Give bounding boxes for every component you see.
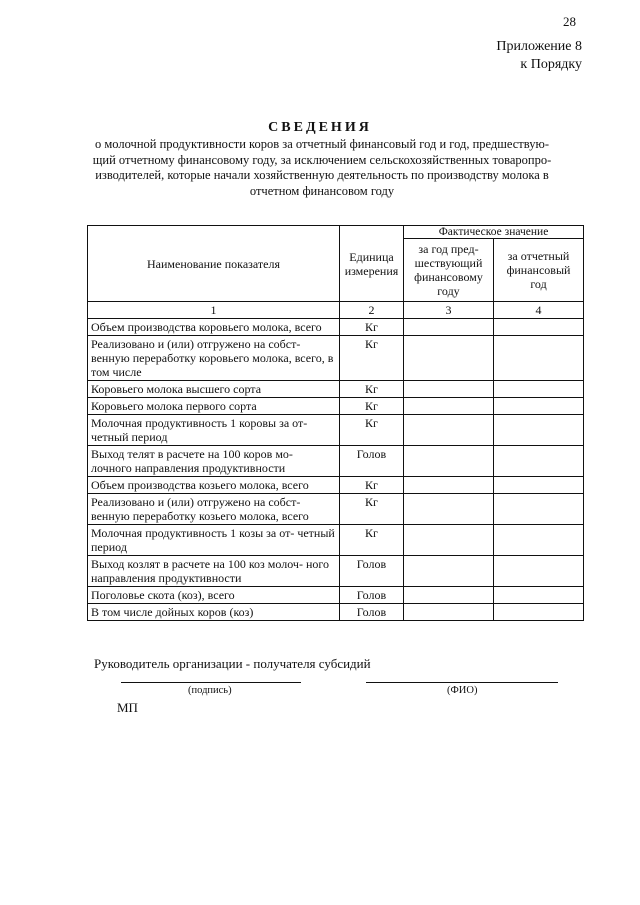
indicator-name: Реализовано и (или) отгружено на собст- венную переработку козьего молока, всего: [88, 494, 340, 525]
unit-cell: Кг: [340, 415, 404, 446]
reporting-year-value: [494, 494, 584, 525]
indicator-name: Молочная продуктивность 1 коровы за от- четный период: [88, 415, 340, 446]
previous-year-value: [404, 381, 494, 398]
signature-line: [121, 682, 301, 683]
table-row: [88, 398, 584, 415]
stamp-place-label: МП: [117, 700, 138, 715]
unit-cell: Кг: [340, 398, 404, 415]
reporting-year-value: [494, 525, 584, 556]
column-number: 2: [340, 302, 404, 319]
table-row: [88, 415, 584, 446]
unit-cell: Кг: [340, 381, 404, 398]
header-indicator-name: Наименование показателя: [88, 226, 340, 302]
reporting-year-value: [494, 604, 584, 621]
previous-year-value: [404, 415, 494, 446]
reporting-year-value: [494, 415, 584, 446]
unit-cell: Кг: [340, 494, 404, 525]
indicator-name: Коровьего молока высшего сорта: [88, 381, 340, 398]
unit-cell: Голов: [340, 446, 404, 477]
full-name-line: [366, 682, 558, 683]
reporting-year-value: [494, 587, 584, 604]
column-number: 1: [88, 302, 340, 319]
full-name-caption: (ФИО): [447, 685, 478, 696]
indicator-name: Реализовано и (или) отгружено на собст- венную переработку коровьего молока, всего, в том числе: [88, 336, 340, 381]
signature-caption: (подпись): [188, 685, 232, 696]
previous-year-value: [404, 336, 494, 381]
data-table: [87, 225, 584, 621]
previous-year-value: [404, 319, 494, 336]
reporting-year-value: [494, 398, 584, 415]
previous-year-value: [404, 398, 494, 415]
appendix-line-1: Приложение 8: [496, 39, 582, 54]
previous-year-value: [404, 494, 494, 525]
column-number: 4: [494, 302, 584, 319]
indicator-name: Коровьего молока первого сорта: [88, 398, 340, 415]
unit-cell: Голов: [340, 556, 404, 587]
unit-cell: Кг: [340, 319, 404, 336]
unit-cell: Голов: [340, 587, 404, 604]
table-row: [88, 556, 584, 587]
unit-cell: Кг: [340, 336, 404, 381]
subtitle-line-2: щий отчетному финансовому году, за исключением сельскохозяйственных товаропро-: [92, 152, 552, 167]
previous-year-value: [404, 525, 494, 556]
table-row: [88, 381, 584, 398]
previous-year-value: [404, 446, 494, 477]
subtitle-line-4: отчетном финансовом году: [249, 183, 395, 198]
table-row: [88, 336, 584, 381]
table-row: [88, 604, 584, 621]
indicator-name: Выход козлят в расчете на 100 коз молоч- ного направления продуктивности: [88, 556, 340, 587]
reporting-year-value: [494, 336, 584, 381]
table-row: [88, 587, 584, 604]
reporting-year-value: [494, 319, 584, 336]
indicator-name: Объем производства козьего молока, всего: [88, 477, 340, 494]
unit-cell: Кг: [340, 477, 404, 494]
reporting-year-value: [494, 477, 584, 494]
table-row: [88, 319, 584, 336]
header-previous-year: за год пред- шествующий финансовому году: [404, 239, 494, 302]
indicator-name: Молочная продуктивность 1 козы за от- четный период: [88, 525, 340, 556]
appendix-line-2: к Порядку: [520, 57, 582, 72]
indicator-name: В том числе дойных коров (коз): [88, 604, 340, 621]
previous-year-value: [404, 477, 494, 494]
column-number-row: [88, 302, 584, 319]
previous-year-value: [404, 587, 494, 604]
unit-cell: Кг: [340, 525, 404, 556]
header-reporting-year: за отчетный финансовый год: [494, 239, 584, 302]
appendix-reference: [496, 38, 582, 74]
table-row: [88, 477, 584, 494]
header-actual-value: Фактическое значение: [404, 226, 584, 239]
reporting-year-value: [494, 381, 584, 398]
indicator-name: Выход телят в расчете на 100 коров мо- лочного направления продуктивности: [88, 446, 340, 477]
column-number: 3: [404, 302, 494, 319]
document-title: СВЕДЕНИЯ: [268, 120, 372, 135]
table-row: [88, 525, 584, 556]
indicator-name: Объем производства коровьего молока, всего: [88, 319, 340, 336]
document-subtitle: [82, 137, 562, 199]
subtitle-line-1: о молочной продуктивности коров за отчетный финансовый год и год, предшествую-: [95, 137, 549, 151]
table-row: [88, 494, 584, 525]
unit-cell: Голов: [340, 604, 404, 621]
page-number: 28: [563, 14, 576, 29]
previous-year-value: [404, 604, 494, 621]
table-row: [88, 446, 584, 477]
signer-label: Руководитель организации - получателя субсидий: [94, 656, 371, 671]
indicator-name: Поголовье скота (коз), всего: [88, 587, 340, 604]
reporting-year-value: [494, 446, 584, 477]
reporting-year-value: [494, 556, 584, 587]
previous-year-value: [404, 556, 494, 587]
subtitle-line-3: изводителей, которые начали хозяйственную деятельность по производству молока в: [95, 168, 549, 182]
header-unit: Единица измерения: [340, 226, 404, 302]
